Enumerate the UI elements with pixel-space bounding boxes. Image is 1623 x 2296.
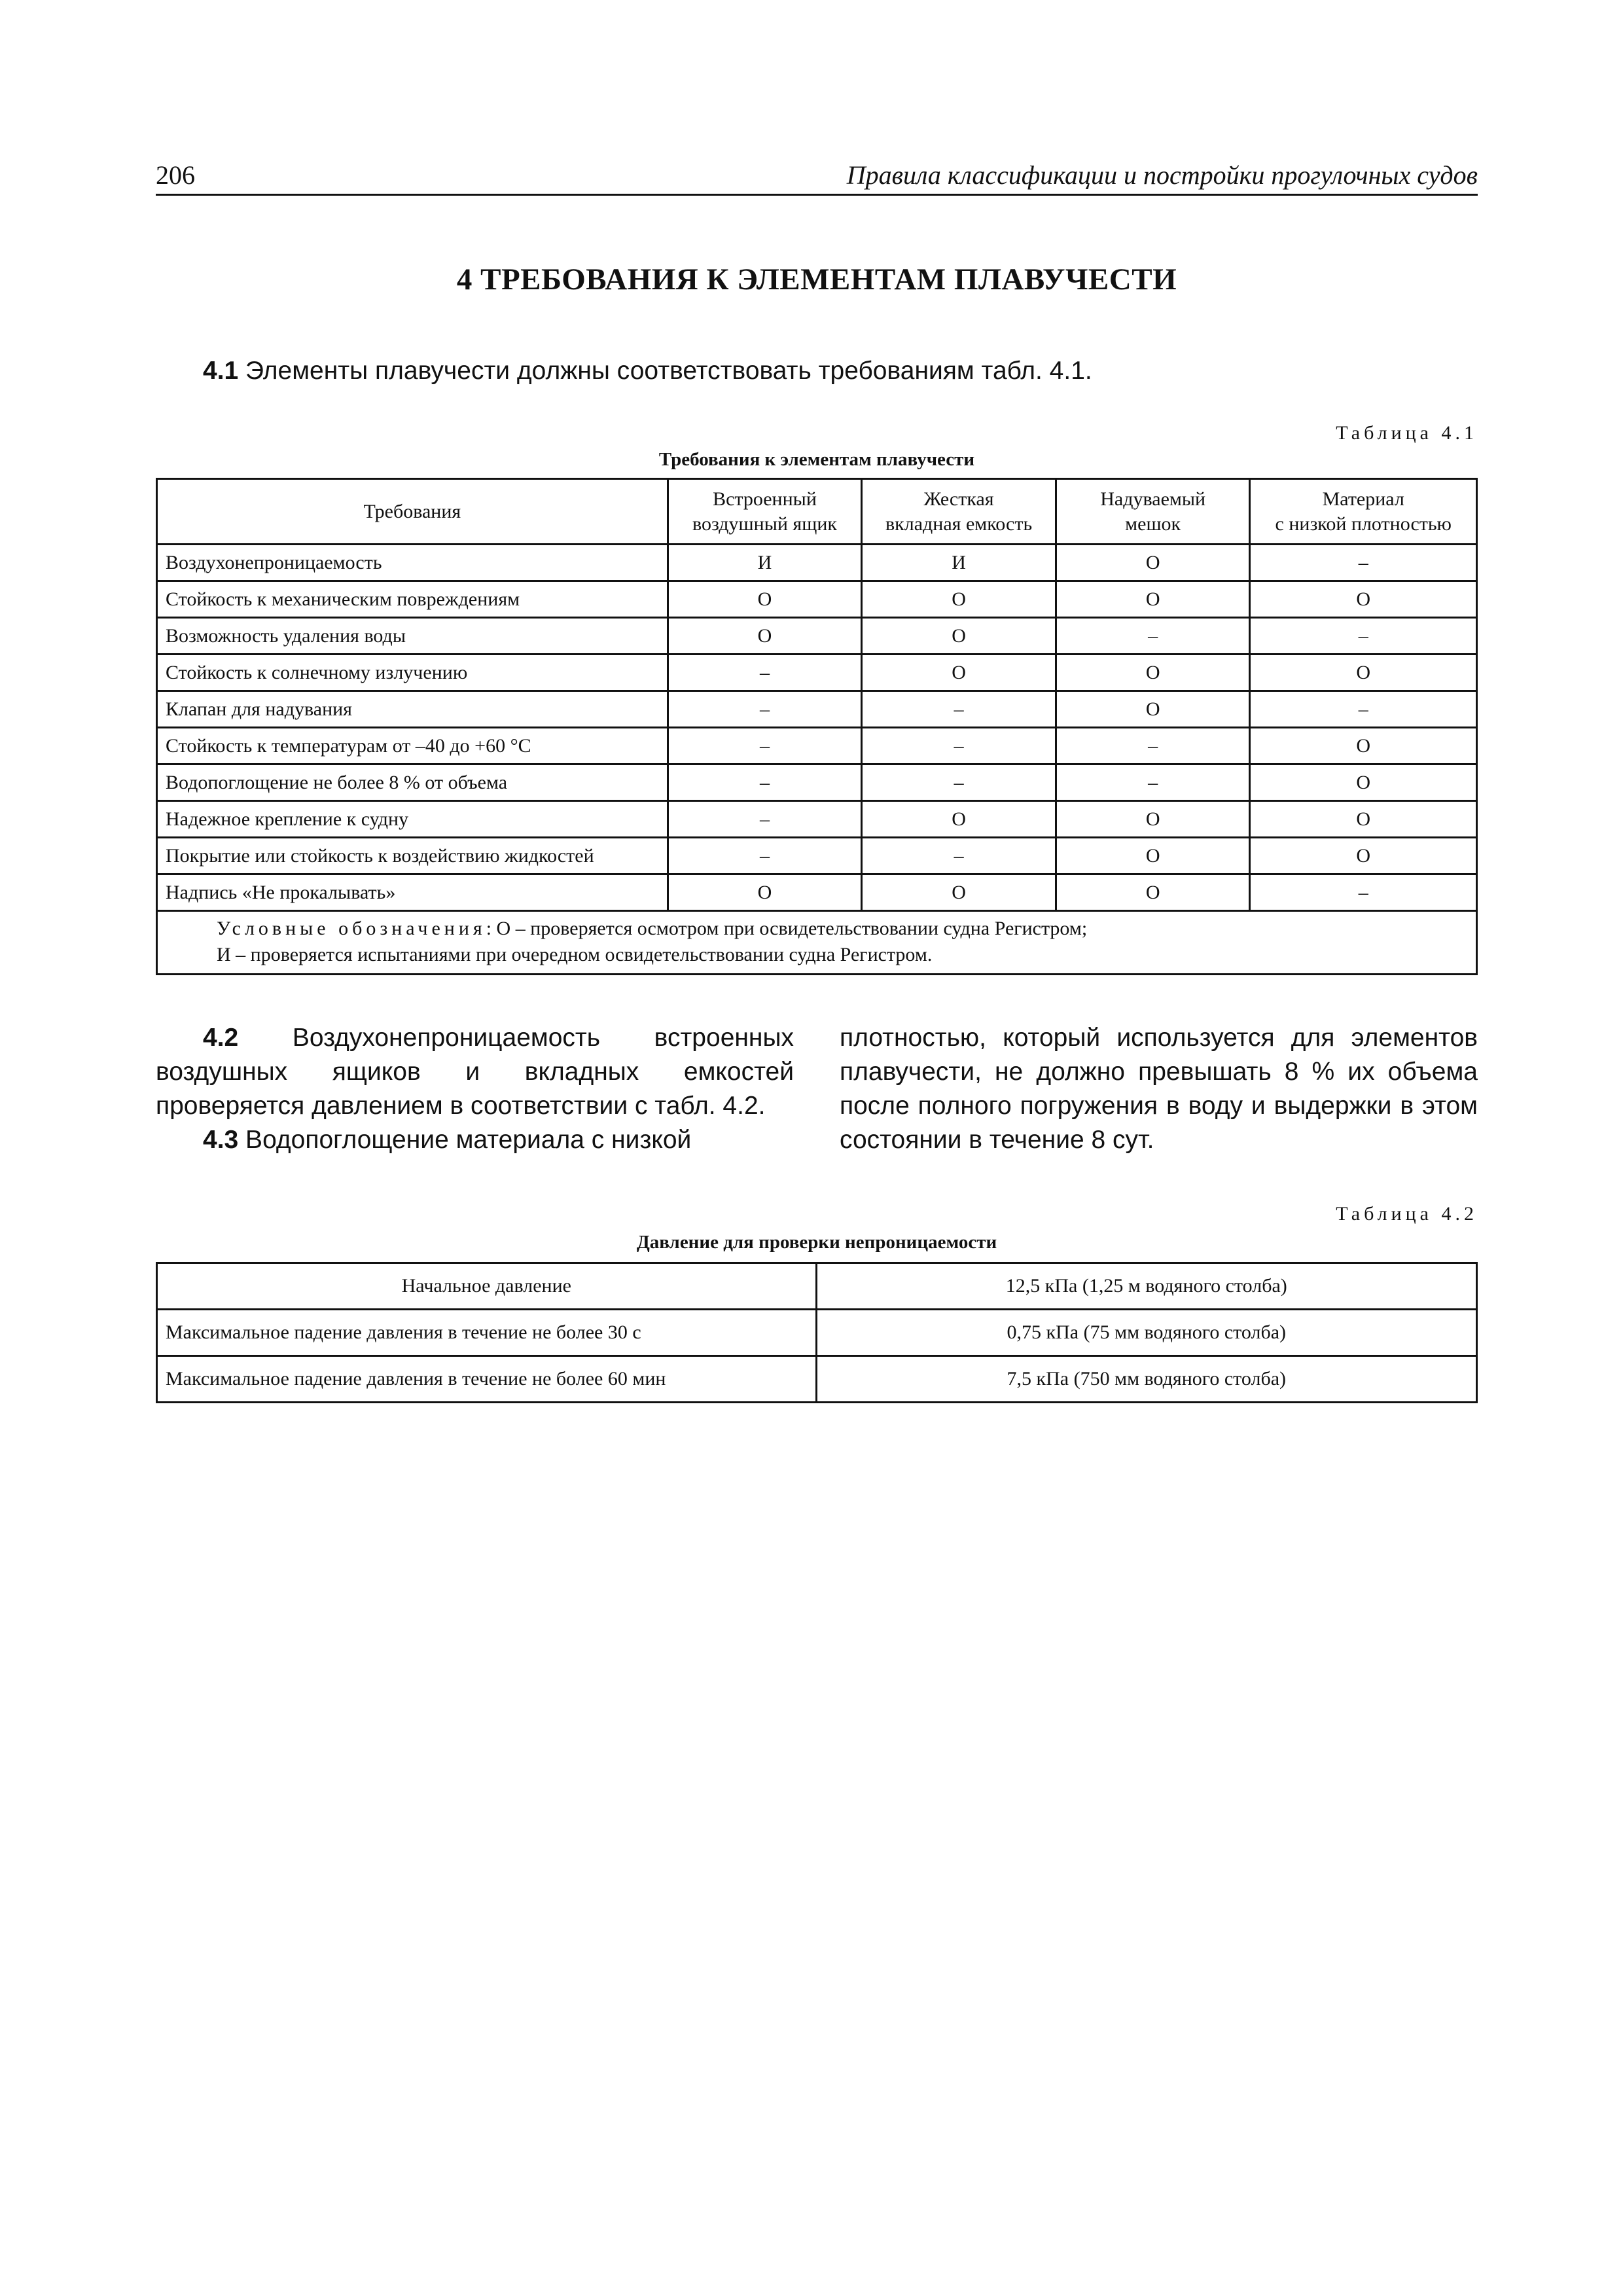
value-cell: 0,75 кПа (75 мм водяного столба): [816, 1310, 1476, 1356]
table-row: [157, 874, 1477, 911]
mark-cell: –: [668, 801, 862, 838]
text-column-left: [156, 1021, 794, 1157]
mark-cell: О: [862, 581, 1056, 618]
legend-line-1: : О – проверяется осмотром при освидетельствовании судна Регистром;: [486, 918, 1088, 939]
header-inflatable-bag: Надуваемый мешок: [1056, 479, 1250, 545]
mark-cell: О: [668, 618, 862, 655]
table-row: [157, 764, 1477, 801]
mark-cell: И: [862, 545, 1056, 581]
table-4-1: [156, 478, 1478, 975]
mark-cell: И: [668, 545, 862, 581]
mark-cell: –: [1250, 545, 1477, 581]
table-4-2-label: Таблица 4.2: [1336, 1203, 1478, 1225]
mark-cell: –: [668, 764, 862, 801]
table-4-2: [156, 1262, 1478, 1403]
table-row: [157, 655, 1477, 691]
table-row: [157, 618, 1477, 655]
mark-cell: –: [862, 764, 1056, 801]
header-low-density-material: Материал с низкой плотностью: [1250, 479, 1477, 545]
mark-cell: О: [1250, 764, 1477, 801]
page-header: [156, 156, 1478, 196]
mark-cell: –: [1250, 874, 1477, 911]
paragraph-4-2: 4.2 Воздухонепроницаемость встроенных воздушных ящиков и вкладных емкостей проверяется давлением в соответствии с табл. 4.2.: [156, 1024, 794, 1120]
mark-cell: О: [1056, 874, 1250, 911]
table-row: [157, 728, 1477, 764]
mark-cell: О: [1250, 838, 1477, 874]
mark-cell: О: [1056, 801, 1250, 838]
table-legend-row: [157, 911, 1477, 975]
table-row: [157, 691, 1477, 728]
mark-cell: О: [862, 874, 1056, 911]
page-number: 206: [156, 160, 195, 190]
text-column-right: [840, 1021, 1478, 1157]
mark-cell: О: [1250, 655, 1477, 691]
mark-cell: –: [668, 728, 862, 764]
requirement-cell: Покрытие или стойкость к воздействию жидкостей: [157, 838, 668, 874]
parameter-cell: Максимальное падение давления в течение не более 60 мин: [157, 1356, 817, 1403]
mark-cell: О: [1250, 801, 1477, 838]
table-header-row: [157, 479, 1477, 545]
parameter-cell: Максимальное падение давления в течение не более 30 с: [157, 1310, 817, 1356]
mark-cell: О: [862, 801, 1056, 838]
table-row: [157, 1263, 1477, 1310]
table-row: [157, 581, 1477, 618]
requirement-cell: Надежное крепление к судну: [157, 801, 668, 838]
table-4-1-label: Таблица 4.1: [1336, 422, 1478, 444]
header-built-in-air-box: Встроенный воздушный ящик: [668, 479, 862, 545]
table-row: [157, 1356, 1477, 1403]
mark-cell: –: [1250, 618, 1477, 655]
requirement-cell: Клапан для надувания: [157, 691, 668, 728]
mark-cell: –: [862, 728, 1056, 764]
mark-cell: –: [1056, 764, 1250, 801]
mark-cell: О: [1250, 581, 1477, 618]
requirement-cell: Надпись «Не прокалывать»: [157, 874, 668, 911]
mark-cell: О: [862, 655, 1056, 691]
table-4-2-caption: Давление для проверки непроницаемости: [636, 1232, 997, 1253]
mark-cell: –: [1056, 618, 1250, 655]
requirement-cell: Стойкость к температурам от –40 до +60 °С: [157, 728, 668, 764]
paragraph-text: Элементы плавучести должны соответствовать требованиям табл. 4.1.: [238, 357, 1092, 385]
parameter-cell: Начальное давление: [157, 1263, 817, 1310]
requirement-cell: Стойкость к механическим повреждениям: [157, 581, 668, 618]
table-row: [157, 838, 1477, 874]
paragraph-4-3-continued: плотностью, который используется для элементов плавучести, не должно превышать 8 % их объема после полного погружения в воду и выдержки в этом состоянии в течение 8 сут.: [840, 1024, 1478, 1154]
table-4-1-caption: Требования к элементам плавучести: [658, 449, 975, 470]
paragraph-number: 4.1: [203, 357, 239, 385]
mark-cell: О: [668, 874, 862, 911]
mark-cell: О: [1056, 655, 1250, 691]
requirement-cell: Стойкость к солнечному излучению: [157, 655, 668, 691]
mark-cell: О: [1056, 545, 1250, 581]
mark-cell: О: [1056, 838, 1250, 874]
value-cell: 12,5 кПа (1,25 м водяного столба): [816, 1263, 1476, 1310]
paragraph-4-3-start: 4.3 Водопоглощение материала с низкой: [203, 1126, 692, 1154]
table-row: [157, 1310, 1477, 1356]
mark-cell: –: [668, 838, 862, 874]
value-cell: 7,5 кПа (750 мм водяного столба): [816, 1356, 1476, 1403]
legend-line-2: И – проверяется испытаниями при очередном освидетельствовании судна Регистром.: [217, 944, 933, 965]
running-title: Правила классификации и постройки прогулочных судов: [846, 160, 1478, 190]
mark-cell: –: [1056, 728, 1250, 764]
mark-cell: –: [862, 838, 1056, 874]
header-rigid-insert-tank: Жесткая вкладная емкость: [862, 479, 1056, 545]
paragraph-4-1: [203, 357, 1092, 386]
mark-cell: –: [668, 691, 862, 728]
table-legend: [157, 911, 1477, 975]
mark-cell: –: [862, 691, 1056, 728]
requirement-cell: Воздухонепроницаемость: [157, 545, 668, 581]
mark-cell: –: [1250, 691, 1477, 728]
mark-cell: О: [1250, 728, 1477, 764]
table-row: [157, 545, 1477, 581]
mark-cell: О: [668, 581, 862, 618]
legend-title: Условные обозначения: [217, 918, 486, 939]
mark-cell: О: [1056, 691, 1250, 728]
mark-cell: О: [1056, 581, 1250, 618]
requirement-cell: Возможность удаления воды: [157, 618, 668, 655]
mark-cell: О: [862, 618, 1056, 655]
table-row: [157, 801, 1477, 838]
chapter-title: 4 ТРЕБОВАНИЯ К ЭЛЕМЕНТАМ ПЛАВУЧЕСТИ: [456, 262, 1177, 296]
mark-cell: –: [668, 655, 862, 691]
requirement-cell: Водопоглощение не более 8 % от объема: [157, 764, 668, 801]
header-requirements: Требования: [157, 479, 668, 545]
